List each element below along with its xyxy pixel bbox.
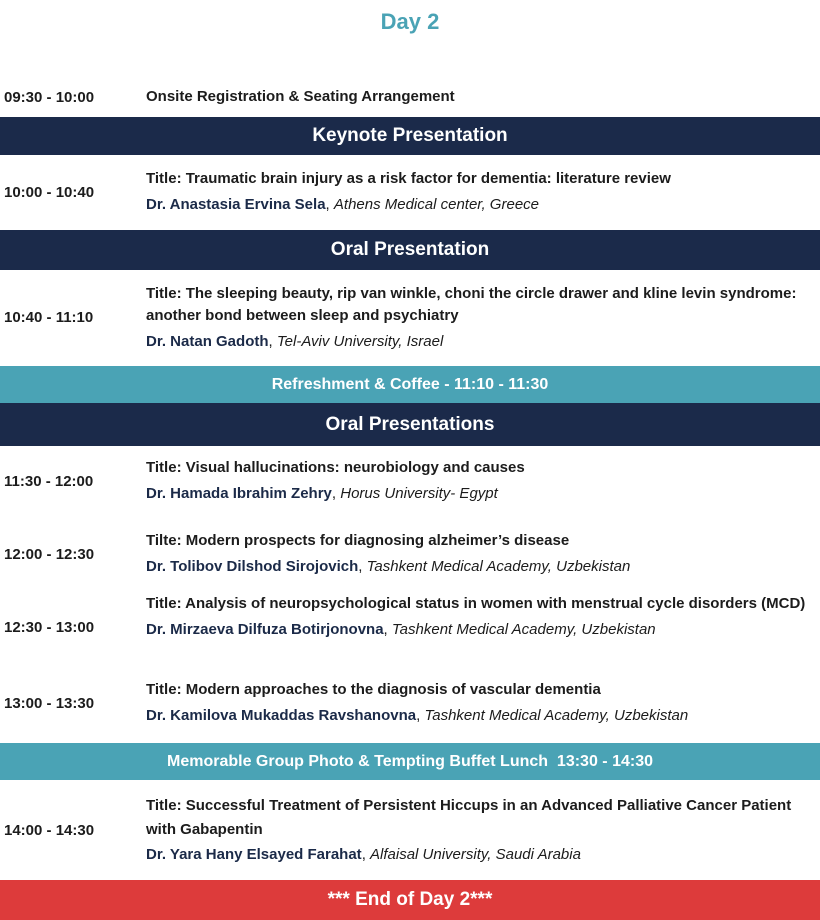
session-title: Title: Visual hallucinations: neurobiology and causes	[146, 459, 525, 476]
end-of-day-banner: *** End of Day 2***	[0, 880, 820, 920]
section-header-keynote: Keynote Presentation	[0, 117, 820, 155]
speaker-affiliation: Alfaisal University, Saudi Arabia	[370, 846, 581, 863]
speaker-line: Dr. Yara Hany Elsayed Farahat, Alfaisal University, Saudi Arabia	[146, 846, 581, 863]
schedule-row-keynote	[0, 168, 820, 222]
schedule-row	[0, 457, 820, 509]
speaker-affiliation: Tashkent Medical Academy, Uzbekistan	[366, 558, 631, 575]
session-time: 12:30 - 13:00	[4, 619, 95, 636]
session-time: 10:40 - 11:10	[4, 309, 94, 326]
session-title: Title: The sleeping beauty, rip van winkle, choni the circle drawer and kline levin syndrome: another bond between sleep and psychiatry	[146, 285, 797, 324]
section-header-oral: Oral Presentation	[0, 230, 820, 270]
session-title: Title: Successful Treatment of Persistent Hiccups in an Advanced Palliative Cancer Patient with Gabapentin	[146, 797, 792, 838]
schedule-row-registration	[0, 86, 820, 112]
session-body	[146, 86, 814, 108]
speaker-affiliation: Tel-Aviv University, Israel	[276, 333, 444, 350]
speaker-affiliation: Athens Medical center, Greece	[333, 196, 539, 213]
speaker-line: Dr. Natan Gadoth, Tel-Aviv University, Israel	[146, 333, 444, 350]
session-time: 13:00 - 13:30	[4, 695, 95, 712]
session-body	[146, 283, 814, 353]
speaker-affiliation: Tashkent Medical Academy, Uzbekistan	[391, 621, 656, 638]
section-header-oral-presentations: Oral Presentations	[0, 403, 820, 446]
speaker-line: Dr. Hamada Ibrahim Zehry, Horus University- Egypt	[146, 485, 498, 502]
break-banner-coffee: Refreshment & Coffee - 11:10 - 11:30	[0, 366, 820, 403]
session-body	[146, 168, 814, 216]
session-body	[146, 794, 812, 866]
session-body	[146, 530, 814, 578]
speaker-line: Dr. Anastasia Ervina Sela, Athens Medical center, Greece	[146, 196, 539, 213]
session-time: 11:30 - 12:00	[4, 473, 94, 490]
speaker-name: Dr. Mirzaeva Dilfuza Botirjonovna	[146, 621, 384, 638]
speaker-line: Dr. Tolibov Dilshod Sirojovich, Tashkent Medical Academy, Uzbekistan	[146, 558, 631, 575]
schedule-row-oral	[0, 283, 820, 357]
session-body	[146, 593, 814, 641]
schedule-row-last	[0, 794, 820, 868]
session-title: Title: Traumatic brain injury as a risk factor for dementia: literature review	[146, 170, 671, 187]
session-time: 14:00 - 14:30	[4, 822, 95, 839]
speaker-affiliation: Horus University- Egypt	[340, 485, 498, 502]
speaker-affiliation: Tashkent Medical Academy, Uzbekistan	[424, 707, 689, 724]
session-body	[146, 679, 814, 727]
session-body	[146, 457, 814, 505]
session-time: 09:30 - 10:00	[4, 89, 95, 106]
speaker-name: Dr. Tolibov Dilshod Sirojovich	[146, 558, 359, 575]
session-title: Title: Analysis of neuropsychological status in women with menstrual cycle disorders (MCD)	[146, 595, 806, 612]
session-time: 10:00 - 10:40	[4, 184, 95, 201]
speaker-name: Dr. Natan Gadoth	[146, 333, 269, 350]
page-title: Day 2	[380, 9, 440, 34]
speaker-line: Dr. Kamilova Mukaddas Ravshanovna, Tashkent Medical Academy, Uzbekistan	[146, 707, 689, 724]
session-title: Title: Modern approaches to the diagnosis of vascular dementia	[146, 681, 601, 698]
speaker-name: Dr. Yara Hany Elsayed Farahat	[146, 846, 362, 863]
speaker-name: Dr. Hamada Ibrahim Zehry	[146, 485, 332, 502]
session-title: Onsite Registration & Seating Arrangement	[146, 88, 455, 105]
schedule-row	[0, 679, 820, 731]
speaker-name: Dr. Kamilova Mukaddas Ravshanovna	[146, 707, 417, 724]
session-time: 12:00 - 12:30	[4, 546, 95, 563]
session-title: Tilte: Modern prospects for diagnosing alzheimer’s disease	[146, 532, 570, 549]
break-banner-lunch: Memorable Group Photo & Tempting Buffet Lunch 13:30 - 14:30	[0, 743, 820, 780]
schedule-row	[0, 530, 820, 582]
schedule-row	[0, 593, 820, 667]
speaker-name: Dr. Anastasia Ervina Sela	[146, 196, 326, 213]
speaker-line: Dr. Mirzaeva Dilfuza Botirjonovna, Tashkent Medical Academy, Uzbekistan	[146, 621, 656, 638]
